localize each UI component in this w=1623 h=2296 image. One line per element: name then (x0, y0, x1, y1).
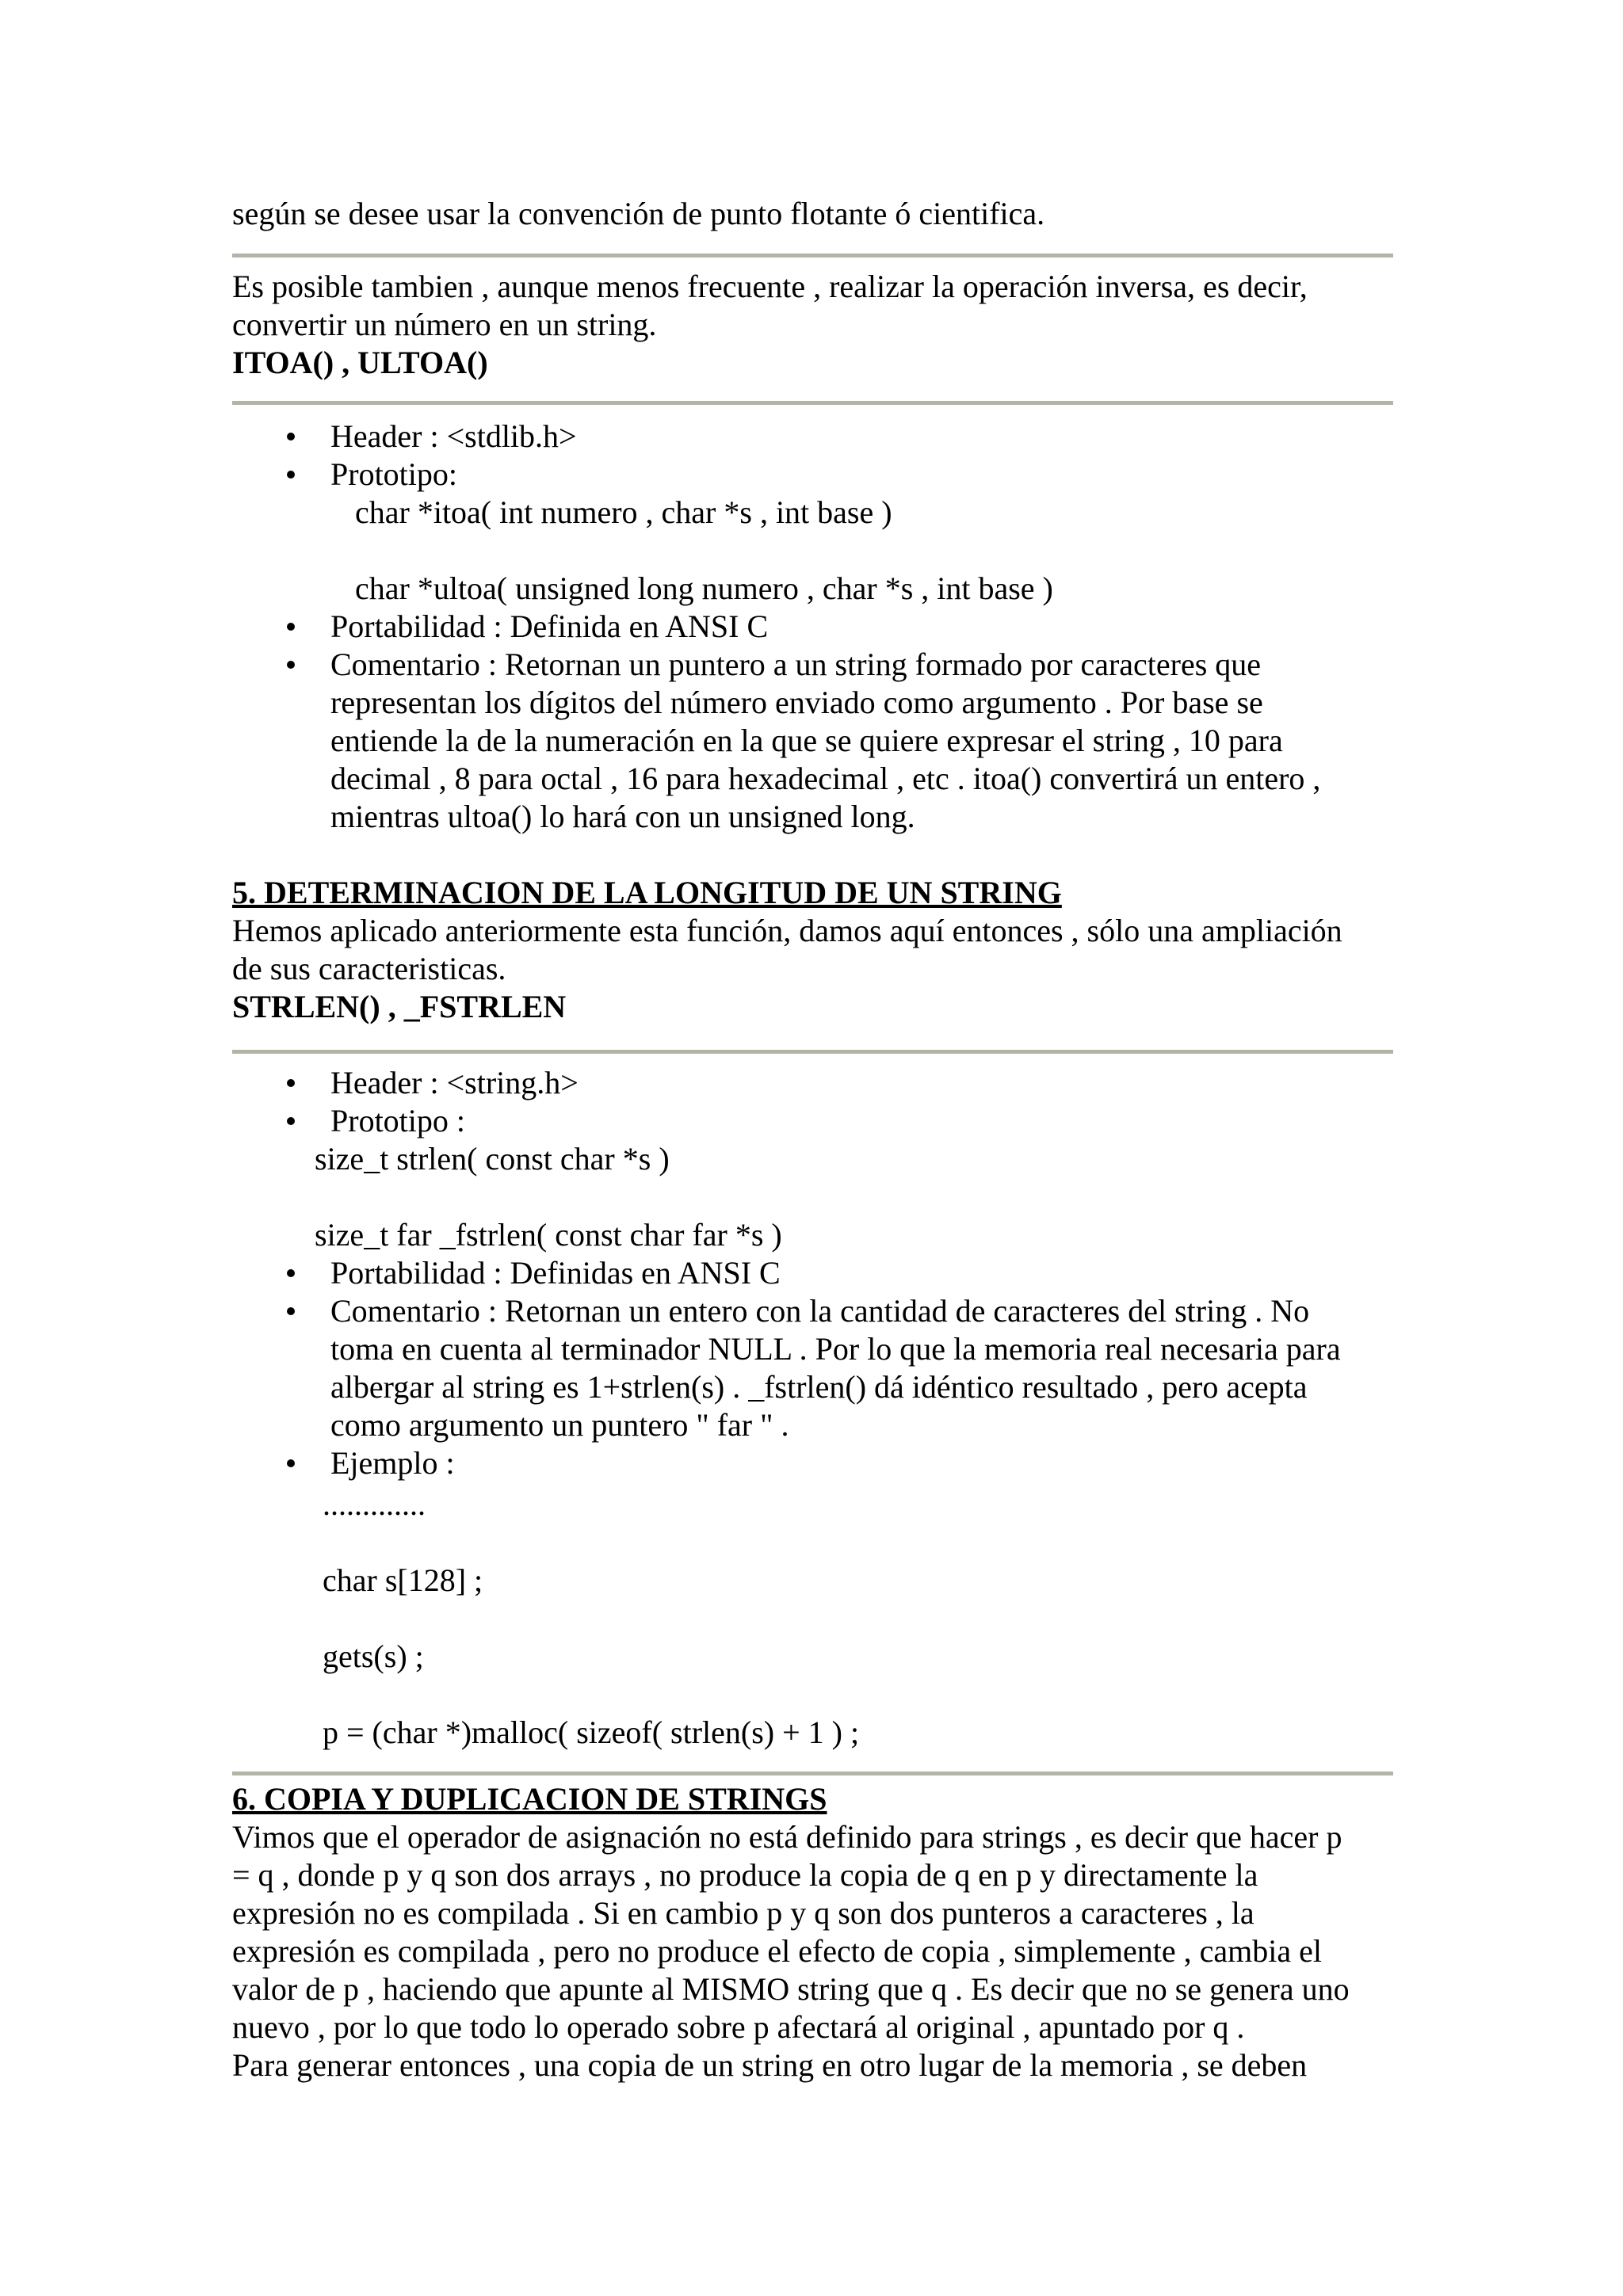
example-code-line: p = (char *)malloc( sizeof( strlen(s) + 1 ) ; (323, 1714, 860, 1750)
bullet-icon (287, 661, 295, 669)
header-text: Header : <string.h> (330, 1065, 579, 1100)
list-item (232, 1444, 1393, 1752)
copy-paragraph-line: = q , donde p y q son dos arrays , no produce la copia de q en p y directamente la (232, 1857, 1258, 1893)
bullet-icon (287, 623, 295, 631)
document-page (232, 195, 1393, 2084)
prototype-label: Prototipo : (330, 1103, 466, 1138)
section-heading: 5. DETERMINACION DE LA LONGITUD DE UN STRING (232, 875, 1062, 910)
list-item (232, 1292, 1393, 1444)
blank-line (330, 532, 1393, 570)
example-code-line: gets(s) ; (323, 1638, 424, 1674)
copy-paragraph-line: expresión no es compilada . Si en cambio p y q son dos punteros a caracteres , la (232, 1895, 1254, 1931)
list-item (232, 418, 1393, 456)
portability-text: Portabilidad : Definidas en ANSI C (330, 1255, 781, 1291)
comment-line: Comentario : Retornan un entero con la cantidad de caracteres del string . No (330, 1293, 1310, 1329)
prototype-label: Prototipo: (330, 456, 458, 492)
list-item (232, 608, 1393, 646)
strlen-function-title: STRLEN() , _FSTRLEN (232, 989, 567, 1024)
horizontal-rule (232, 401, 1393, 405)
bullet-icon (287, 1269, 295, 1277)
comment-line: toma en cuenta al terminador NULL . Por lo que la memoria real necesaria para (330, 1331, 1341, 1367)
list-item (232, 456, 1393, 608)
example-code-line: char s[128] ; (323, 1562, 483, 1598)
itoa-paragraph-line: Es posible tambien , aunque menos frecuente , realizar la operación inversa, es decir, (232, 269, 1308, 304)
comment-line: mientras ultoa() lo hará con un unsigned long. (330, 799, 915, 834)
prototype-code: char *itoa( int numero , char *s , int base ) (355, 494, 892, 530)
copy-paragraph-line: valor de p , haciendo que apunte al MISMO string que q . Es decir que no se genera uno (232, 1971, 1350, 2007)
bullet-icon (287, 1459, 295, 1467)
bullet-icon (287, 1117, 295, 1125)
bullet-icon (287, 471, 295, 479)
portability-text: Portabilidad : Definida en ANSI C (330, 608, 769, 644)
comment-line: albergar al string es 1+strlen(s) . _fstrlen() dá idéntico resultado , pero acepta (330, 1369, 1308, 1405)
copy-paragraph-line: nuevo , por lo que todo lo operado sobre p afectará al original , apuntado por q . (232, 2009, 1245, 2045)
blank-line (330, 1676, 1393, 1714)
comment-line: Comentario : Retornan un puntero a un string formado por caracteres que (330, 646, 1262, 682)
section-heading: 6. COPIA Y DUPLICACION DE STRINGS (232, 1781, 827, 1817)
example-code-line: ............. (323, 1486, 426, 1522)
comment-line: decimal , 8 para octal , 16 para hexadecimal , etc . itoa() convertirá un entero , (330, 761, 1321, 796)
copy-paragraph-line: expresión es compilada , pero no produce el efecto de copia , simplemente , cambia el (232, 1933, 1323, 1969)
bullet-icon (287, 433, 295, 441)
strlen-details-list (232, 1064, 1393, 1752)
blank-line (330, 1600, 1393, 1638)
itoa-paragraph-line: convertir un número en un string. (232, 307, 657, 342)
comment-line: representan los dígitos del número enviado como argumento . Por base se (330, 685, 1263, 720)
comment-line: entiende la de la numeración en la que se quiere expresar el string , 10 para (330, 723, 1283, 758)
strlen-paragraph-line: de sus caracteristicas. (232, 951, 506, 986)
copy-paragraph-line: Para generar entonces , una copia de un string en otro lugar de la memoria , se deben (232, 2047, 1308, 2083)
bullet-icon (287, 1079, 295, 1087)
intro-line: según se desee usar la convención de punto flotante ó cientifica. (232, 196, 1045, 231)
itoa-function-title: ITOA() , ULTOA() (232, 345, 488, 380)
list-item (232, 1064, 1393, 1102)
blank-line (330, 1178, 1393, 1216)
horizontal-rule (232, 1050, 1393, 1054)
horizontal-rule (232, 1772, 1393, 1775)
prototype-code: size_t strlen( const char *s ) (315, 1141, 670, 1177)
itoa-details-list (232, 418, 1393, 836)
comment-line: como argumento un puntero " far " . (330, 1407, 789, 1443)
header-text: Header : <stdlib.h> (330, 418, 577, 454)
copy-paragraph-line: Vimos que el operador de asignación no está definido para strings , es decir que hacer p (232, 1819, 1342, 1855)
prototype-code: size_t far _fstrlen( const char far *s ) (315, 1217, 782, 1253)
blank-line (330, 1524, 1393, 1562)
bullet-icon (287, 1307, 295, 1315)
horizontal-rule (232, 254, 1393, 257)
strlen-paragraph-line: Hemos aplicado anteriormente esta función, damos aquí entonces , sólo una ampliación (232, 913, 1342, 948)
prototype-code: char *ultoa( unsigned long numero , char *s , int base ) (355, 570, 1053, 606)
list-item (232, 1102, 1393, 1254)
list-item (232, 1254, 1393, 1292)
example-label: Ejemplo : (330, 1445, 455, 1481)
list-item (232, 646, 1393, 836)
